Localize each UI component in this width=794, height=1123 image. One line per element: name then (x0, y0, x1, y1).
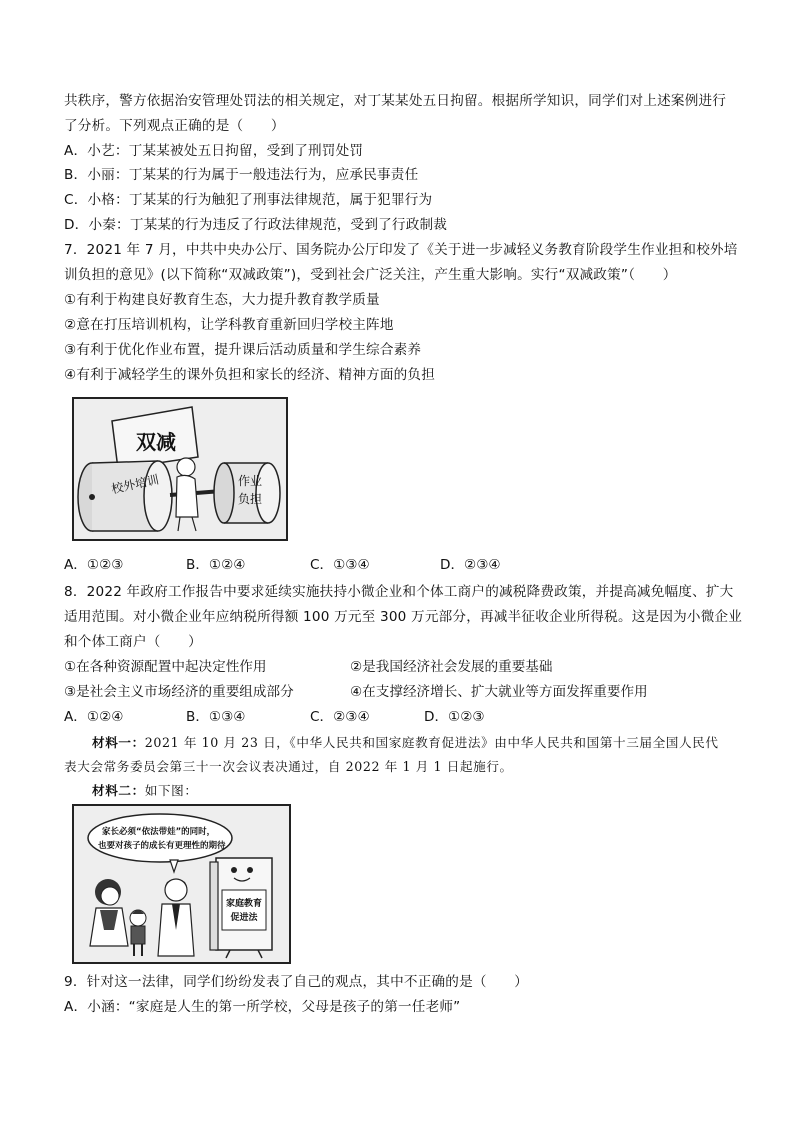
material-1-text: 2021 年 10 月 23 日，《中华人民共和国家庭教育促进法》由中华人民共和国第十三届全国人民代 (144, 735, 719, 750)
q8-item-4: ④在支撑经济增长、扩大就业等方面发挥重要作用 (350, 684, 648, 700)
sign-text: 双减 (136, 430, 176, 454)
law-book-icon (210, 858, 272, 958)
q8-item-1: ①在各种资源配置中起决定性作用 (64, 659, 267, 675)
left-weight-label: 校外培训 (110, 472, 161, 497)
q8-item-3: ③是社会主义市场经济的重要组成部分 (64, 684, 294, 700)
q6-option-d: D．小秦：丁某某的行为违反了行政法律规范，受到了行政制裁 (64, 217, 448, 233)
double-reduction-cartoon (72, 397, 288, 541)
q7-item-3: ③有利于优化作业布置，提升课后活动质量和学生综合素养 (64, 342, 422, 358)
q8-answer-a: A．①②④ (64, 709, 124, 725)
material-1-line-1 (92, 733, 719, 753)
q7-answer-a: A．①②③ (64, 557, 124, 573)
q7-answer-d: D．②③④ (440, 557, 501, 573)
q8-text-line-2: 适用范围。对小微企业年应纳税所得额 100 万元至 300 万元部分，再减半征收企业所得税。这是因为小微企业 (64, 609, 743, 625)
family-illustration (74, 806, 289, 962)
speech-bubble (88, 814, 232, 862)
material-2-label: 材料二： (92, 783, 145, 798)
material-2-line (92, 781, 198, 801)
q6-text-line-1: 共秩序，警方依据治安管理处罚法的相关规定，对丁某某处五日拘留。根据所学知识，同学们对上述案例进行 (64, 93, 727, 109)
material-2-text: 如下图： (144, 783, 198, 798)
q9-text-line-1: 9．针对这一法律，同学们纷纷发表了自己的观点，其中不正确的是（ ） (64, 974, 529, 990)
material-1-line-2: 表大会常务委员会第三十一次会议表决通过，自 2022 年 1 月 1 日起施行。 (64, 759, 513, 774)
q7-item-4: ④有利于减轻学生的课外负担和家长的经济、精神方面的负担 (64, 367, 436, 383)
q9-option-a: A．小涵：“家庭是人生的第一所学校，父母是孩子的第一任老师” (64, 999, 461, 1015)
q8-answer-b: B．①③④ (186, 709, 246, 725)
q7-text-line-1: 7．2021 年 7 月，中共中央办公厅、国务院办公厅印发了《关于进一步减轻义务教育阶段学生作业担和校外培 (64, 242, 738, 258)
right-weight-label-text: 作业 (238, 474, 263, 488)
barbell-illustration (74, 399, 286, 539)
right-weight-label: 作业 负担 (238, 474, 263, 506)
q7-text-line-2: 训负担的意见》(以下简称“双减政策”)，受到社会广泛关注，产生重大影响。实行“双减政策”（ ） (64, 267, 677, 283)
q6-option-a: A．小艺：丁某某被处五日拘留，受到了刑罚处罚 (64, 143, 364, 159)
material-1-label: 材料一： (92, 735, 145, 750)
q7-answer-b: B．①②④ (186, 557, 246, 573)
q8-text-line-1: 8．2022 年政府工作报告中要求延续实施扶持小微企业和个体工商户的减税降费政策，并提高减免幅度、扩大 (64, 584, 734, 600)
q7-item-1: ①有利于构建良好教育生态，大力提升教育教学质量 (64, 292, 380, 308)
q6-option-b: B．小丽：丁某某的行为属于一般违法行为，应承民事责任 (64, 167, 419, 183)
q6-option-c: C．小格：丁某某的行为触犯了刑事法律规范，属于犯罪行为 (64, 192, 433, 208)
q8-text-line-3: 和个体工商户（ ） (64, 634, 202, 650)
q7-answer-c: C．①③④ (310, 557, 370, 573)
q8-item-2: ②是我国经济社会发展的重要基础 (350, 659, 553, 675)
q7-item-2: ②意在打压培训机构，让学科教育重新回归学校主阵地 (64, 317, 394, 333)
book-title: 家庭教育促进法 (225, 899, 263, 923)
bubble-line-2: 也要对孩子的成长有更理性的期待 (98, 841, 226, 851)
q6-text-line-2: 了分析。下列观点正确的是（ ） (64, 118, 285, 134)
q8-answer-c: C．②③④ (310, 709, 370, 725)
bubble-line-1: 家长必须“依法带娃”的同时， (102, 827, 216, 837)
family-education-cartoon (72, 804, 291, 964)
q8-answer-d: D．①②③ (424, 709, 485, 725)
